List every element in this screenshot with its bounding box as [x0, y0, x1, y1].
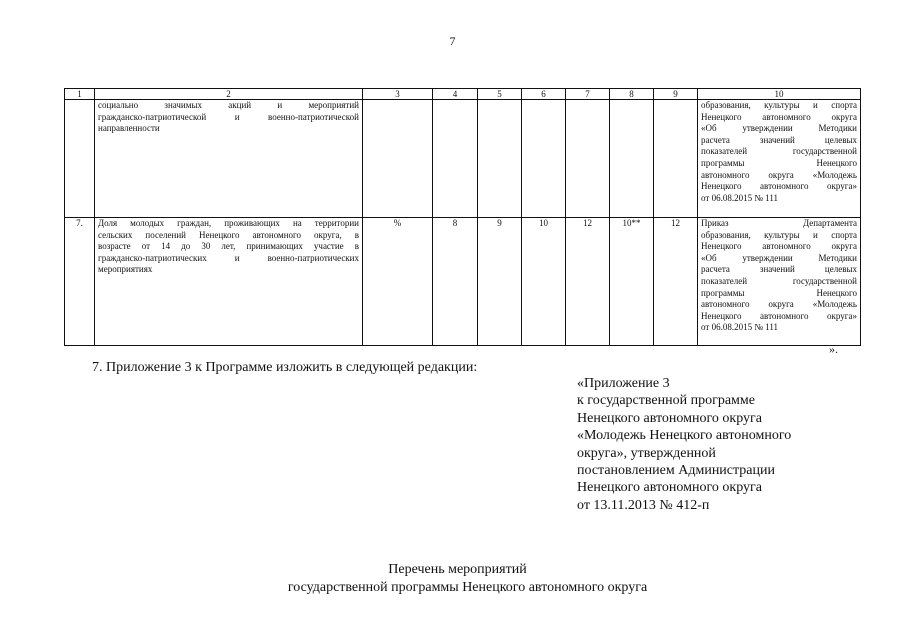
- row-number: [65, 100, 95, 218]
- header-cell: 7: [566, 89, 610, 100]
- section-title-line: Перечень мероприятий: [388, 562, 527, 577]
- table-row: [65, 100, 861, 218]
- header-cell: 3: [363, 89, 433, 100]
- appendix-line: Ненецкого автономного округа: [577, 410, 762, 426]
- appendix-line: Ненецкого автономного округа: [577, 480, 762, 496]
- closing-quote: ».: [829, 342, 838, 356]
- appendix-line: постановлением Администрации: [577, 463, 775, 479]
- source-line: образования, культуры и спорта: [701, 100, 857, 110]
- value-cell: [566, 100, 610, 218]
- source-line: образования, культуры и спорта: [701, 229, 857, 240]
- source-line: показателей государственной: [701, 275, 857, 286]
- page-number: 7: [449, 34, 456, 48]
- value-cell: [654, 100, 698, 218]
- header-cell: 5: [478, 89, 522, 100]
- header-cell: 2: [95, 89, 363, 100]
- value-cell: [433, 100, 478, 218]
- source-line: автономного округа «Молодежь: [701, 169, 857, 180]
- source-line: Ненецкого автономного округа: [701, 111, 857, 122]
- value-cell: [478, 100, 522, 218]
- description-line: гражданско-патриотической и военно-патриотической: [98, 111, 359, 122]
- table-header-row: [65, 89, 861, 100]
- source-line: Ненецкого автономного округа: [701, 241, 857, 252]
- appendix-line: «Молодежь Ненецкого автономного: [577, 428, 792, 444]
- description-line: мероприятиях: [98, 264, 153, 275]
- source-line: расчета значений целевых: [701, 264, 857, 275]
- header-cell: 6: [522, 89, 566, 100]
- value-cell: 10**: [610, 218, 654, 346]
- value-cell: 9: [478, 218, 522, 346]
- indicator-description: [95, 218, 363, 346]
- description-line: возрасте от 14 до 30 лет, принимающих участие в: [98, 241, 359, 252]
- appendix-header: [577, 375, 791, 514]
- description-line: гражданско-патриотических и военно-патриотических: [98, 252, 359, 263]
- appendix-line: к государственной программе: [577, 393, 755, 409]
- header-cell: 4: [433, 89, 478, 100]
- header-cell: 8: [610, 89, 654, 100]
- value-cell: 8: [433, 218, 478, 346]
- unit-cell: [363, 100, 433, 218]
- section-title: [0, 561, 905, 597]
- indicators-table: [64, 88, 861, 346]
- source-line: программы Ненецкого: [701, 287, 857, 298]
- source-line: «Об утверждении Методики: [701, 252, 857, 263]
- header-cell: 10: [698, 89, 861, 100]
- header-cell: 1: [65, 89, 95, 100]
- value-cell: 12: [566, 218, 610, 346]
- appendix-line: «Приложение 3: [577, 376, 670, 391]
- source-line: Ненецкого автономного округа»: [701, 310, 857, 321]
- unit-cell: %: [363, 218, 433, 346]
- source-line: расчета значений целевых: [701, 134, 857, 145]
- description-line: направленности: [98, 123, 160, 134]
- section-title-line: государственной программы Ненецкого автономного округа: [287, 580, 648, 595]
- source-line: Ненецкого автономного округа»: [701, 181, 857, 192]
- source-line: Приказ Департамента: [701, 218, 857, 228]
- source-document: [698, 218, 861, 346]
- description-line: сельских поселений Ненецкого автономного округа, в: [98, 229, 359, 240]
- row-number: 7.: [65, 218, 95, 346]
- source-line: автономного округа «Молодежь: [701, 299, 857, 310]
- source-line: программы Ненецкого: [701, 157, 857, 168]
- description-line: Доля молодых граждан, проживающих на территории: [98, 218, 359, 228]
- table-row: [65, 218, 861, 346]
- source-document: [698, 100, 861, 218]
- appendix-line: округа», утвержденной: [577, 445, 716, 461]
- source-line: «Об утверждении Методики: [701, 123, 857, 134]
- header-cell: 9: [654, 89, 698, 100]
- appendix-line: от 13.11.2013 № 412-п: [577, 497, 710, 513]
- source-line: от 06.08.2015 № 111: [701, 322, 778, 333]
- value-cell: [610, 100, 654, 218]
- source-line: от 06.08.2015 № 111: [701, 192, 778, 203]
- value-cell: 12: [654, 218, 698, 346]
- source-line: показателей государственной: [701, 146, 857, 157]
- indicator-description: [95, 100, 363, 218]
- value-cell: 10: [522, 218, 566, 346]
- amendment-paragraph: 7. Приложение 3 к Программе изложить в следующей редакции:: [92, 360, 478, 375]
- value-cell: [522, 100, 566, 218]
- description-line: социально значимых акций и мероприятий: [98, 100, 359, 110]
